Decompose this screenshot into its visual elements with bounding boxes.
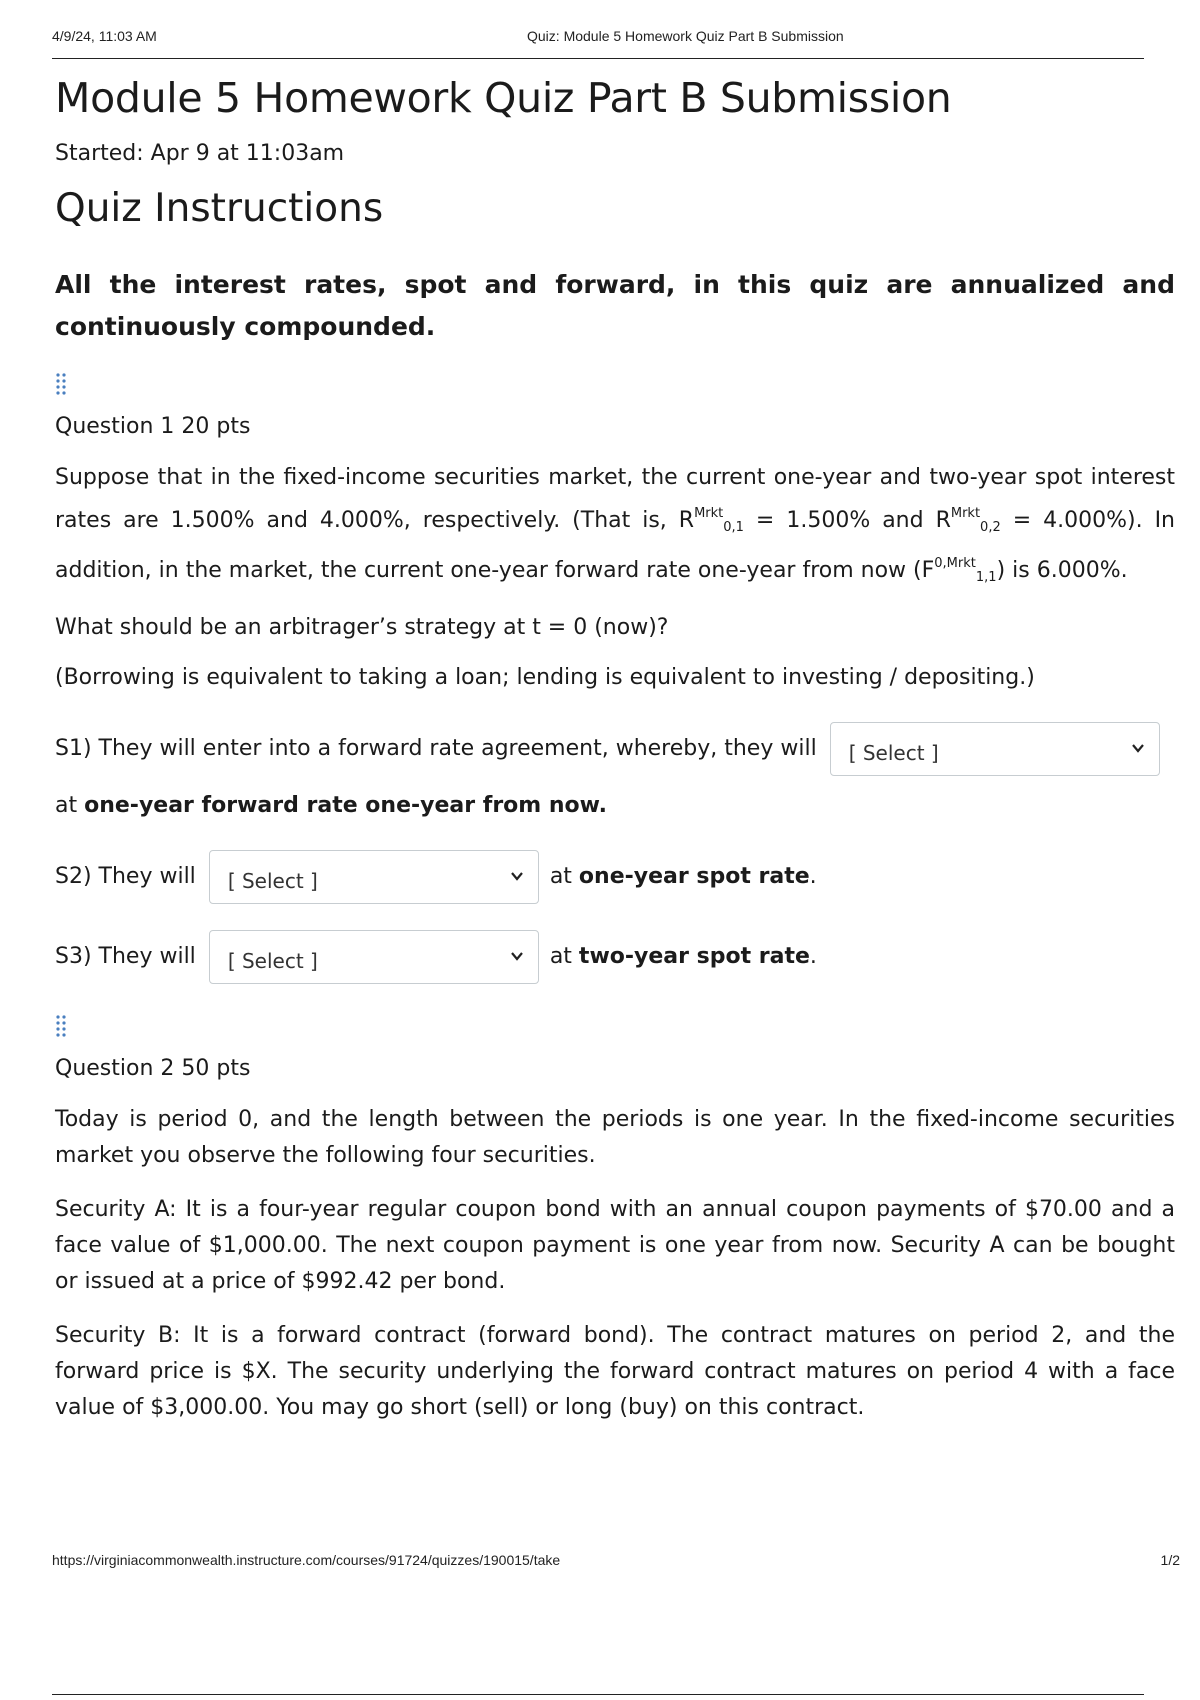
- s1-select[interactable]: [830, 722, 1160, 776]
- s1-after-bold: one-year forward rate one-year from now.: [84, 793, 607, 818]
- s2-after: [550, 864, 817, 889]
- s3-select-value: [ Select ]: [227, 949, 318, 973]
- print-doc-title: Quiz: Module 5 Homework Quiz Part B Submission: [527, 28, 844, 44]
- instructions-body: All the interest rates, spot and forward, in this quiz are annualized and continuously compounded.: [55, 270, 1175, 341]
- s1-after-prefix: at: [55, 793, 85, 818]
- q1-sup-mrkt: Mrkt: [950, 506, 981, 521]
- question-1: [55, 372, 1175, 984]
- q1-text-part: ) is 6.000%.: [996, 558, 1128, 583]
- s1-row: [55, 722, 1175, 776]
- question-2-security-a: Security A: It is a four-year regular coupon bond with an annual coupon payments of $70.00 and a face value of $1,000.00. The next coupon payment is one year from now. Security A can be bought or issued at a price of $992.42 per bond.: [55, 1197, 1175, 1294]
- s3-row: [55, 930, 1175, 984]
- s2-after-bold: one-year spot rate: [578, 864, 810, 889]
- q1-sub-02: 0,2: [980, 520, 1001, 535]
- drag-handle-icon-graphic: [55, 372, 67, 400]
- question-2-security-b: Security B: It is a forward contract (forward bond). The contract matures on period 2, and the forward price is $X. The security underlying the forward contract matures on period 4 with a face value of $3,000.00. You may go short (sell) or long (buy) on this contract.: [55, 1323, 1175, 1420]
- question-1-text: [55, 460, 1175, 596]
- s2-select[interactable]: [209, 850, 539, 904]
- chevron-down-icon: [1131, 741, 1145, 755]
- page-title: Module 5 Homework Quiz Part B Submission: [55, 74, 952, 122]
- s3-after-bold: two-year spot rate: [578, 944, 810, 969]
- s2-row: [55, 850, 1175, 904]
- q1-sup-mrkt: 0,Mrkt: [934, 556, 976, 571]
- s2-after-suffix: .: [809, 864, 817, 889]
- q1-text-part: Suppose that in the fixed-income securities market, the current one-year and two-year spot interest rates are 1.500% and 4.000%, respectively. (That is, R: [55, 465, 1175, 533]
- s3-label: S3) They will: [55, 944, 196, 969]
- s2-select-value: [ Select ]: [227, 869, 318, 893]
- drag-handle-icon[interactable]: [55, 1014, 75, 1046]
- drag-handle-icon-graphic: [55, 1014, 67, 1042]
- question-2: [55, 1014, 1175, 1426]
- print-date: 4/9/24, 11:03 AM: [52, 28, 157, 44]
- drag-handle-icon[interactable]: [55, 372, 75, 404]
- print-url: https://virginiacommonwealth.instructure.com/courses/91724/quizzes/190015/take: [52, 1552, 561, 1568]
- s1-after: [55, 788, 1175, 824]
- instructions-title: Quiz Instructions: [55, 186, 384, 231]
- question-1-header: Question 1 20 pts: [55, 414, 251, 439]
- q1-sup-mrkt: Mrkt: [694, 506, 724, 521]
- question-1-prompt: What should be an arbitrager’s strategy at t = 0 (now)?: [55, 615, 669, 640]
- question-2-header: Question 2 50 pts: [55, 1056, 251, 1081]
- print-header: [52, 28, 1144, 59]
- main-content: [55, 70, 1175, 1426]
- s3-after-suffix: .: [809, 944, 817, 969]
- chevron-down-icon: [510, 869, 524, 883]
- s1-select-value: [ Select ]: [848, 741, 939, 765]
- q1-text-part: = 4.000%). In addition, in the market, the current one-year forward rate one-year from now (F: [55, 508, 1175, 583]
- s2-label: S2) They will: [55, 864, 196, 889]
- s3-after: [550, 944, 817, 969]
- s3-select[interactable]: [209, 930, 539, 984]
- print-page-number: 1/2: [1160, 1552, 1180, 1568]
- s1-label: S1) They will enter into a forward rate agreement, whereby, they will: [55, 736, 817, 761]
- started-time: Started: Apr 9 at 11:03am: [55, 141, 345, 166]
- q1-sub-01: 0,1: [723, 520, 744, 535]
- question-2-intro: Today is period 0, and the length between the periods is one year. In the fixed-income securities market you observe the following four securities.: [55, 1107, 1175, 1168]
- s3-after-prefix: at: [549, 944, 579, 969]
- question-1-note: (Borrowing is equivalent to taking a loan; lending is equivalent to investing / depositing.): [55, 665, 1035, 690]
- s2-after-prefix: at: [549, 864, 579, 889]
- page-divider: [52, 1694, 1144, 1695]
- q1-text-part: = 1.500% and R: [743, 508, 951, 533]
- q1-sub-11: 1,1: [975, 570, 997, 585]
- chevron-down-icon: [510, 949, 524, 963]
